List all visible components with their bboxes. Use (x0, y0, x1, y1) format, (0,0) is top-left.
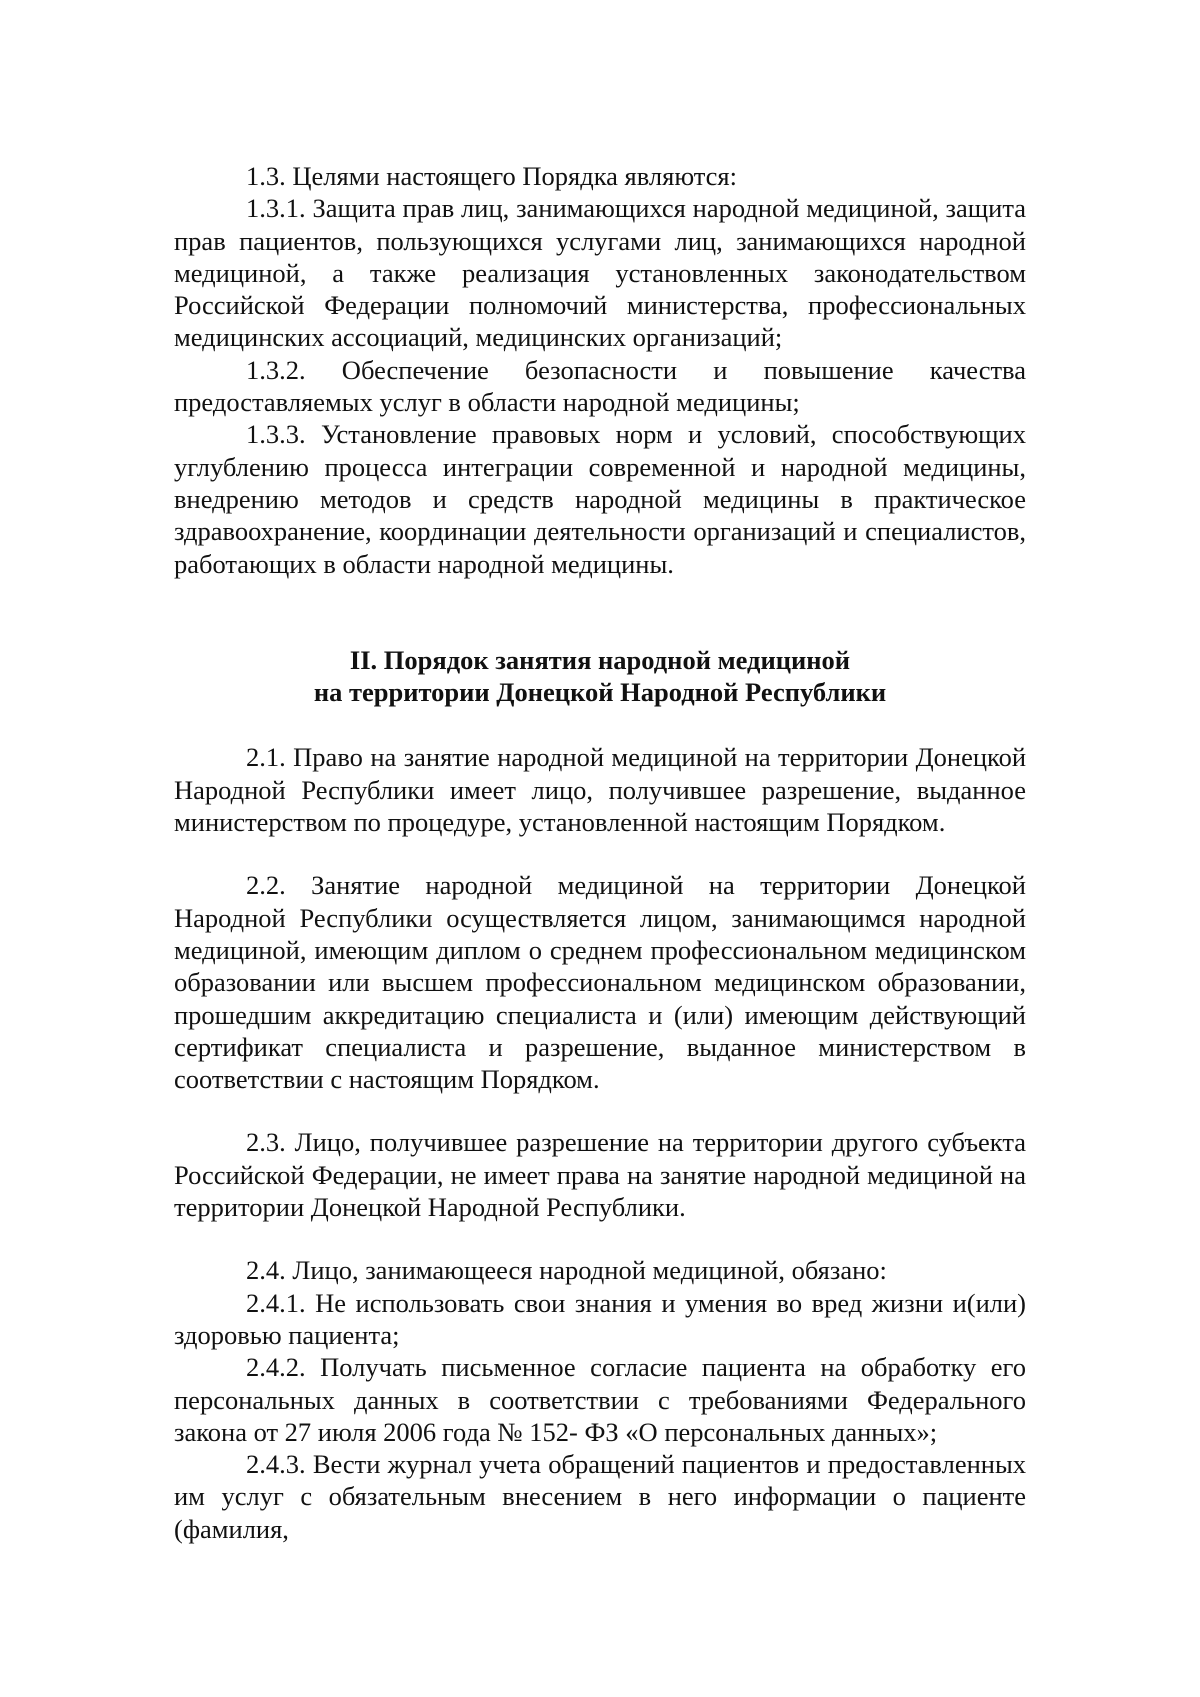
section-heading-line-2: на территории Донецкой Народной Республики (313, 677, 887, 708)
paragraph-2-2: 2.2. Занятие народной медициной на территории Донецкой Народной Республики осуществляется лицом, занимающимся народной медициной, имеющим диплом о среднем профессиональном медицинском образовании или высшем профессиональном медицинском образовании, прошедшим аккредитацию специалиста и (или) имеющим действующий сертификат специалиста и разрешение, выданное министерством в соответствии с настоящим Порядком. (174, 870, 1026, 1095)
paragraph-2-4-2: 2.4.2. Получать письменное согласие пациента на обработку его персональных данных в соответствии с требованиями Федерального закона от 27 июля 2006 года № 152- ФЗ «О персональных данных»; (174, 1352, 1026, 1447)
spacer (174, 1095, 1026, 1126)
paragraph-2-4-1: 2.4.1. Не использовать свои знания и умения во вред жизни и(или) здоровью пациента; (174, 1287, 1026, 1350)
paragraph-1-3: 1.3. Целями настоящего Порядка являются: (246, 161, 737, 191)
paragraph-2-4: 2.4. Лицо, занимающееся народной медициной, обязано: (246, 1255, 887, 1286)
spacer (174, 1223, 1026, 1254)
paragraph-2-4-3: 2.4.3. Вести журнал учета обращений пациентов и предоставленных им услуг с обязательным внесением в него информации о пациенте (фамилия, (174, 1449, 1026, 1544)
paragraph-1-3-2: 1.3.2. Обеспечение безопасности и повышение качества предоставляемых услуг в области народной медицины; (174, 354, 1026, 418)
paragraph-2-3: 2.3. Лицо, получившее разрешение на территории другого субъекта Российской Федерации, не имеет права на занятие народной медициной на территории Донецкой Народной Республики. (174, 1127, 1026, 1223)
section-heading-line-1: II. Порядок занятия народной медициной (349, 644, 851, 675)
spacer (174, 580, 1026, 644)
spacer (174, 708, 1026, 741)
paragraph-1-3-1: 1.3.1. Защита прав лиц, занимающихся народной медициной, защита прав пациентов, пользующихся услугами лиц, занимающихся народной медициной, а также реализация установленных законодательством Российской Федерации полномочий министерства, профессиональных медицинских ассоциаций, медицинских организаций; (174, 193, 1026, 353)
paragraph-2-1: 2.1. Право на занятие народной медициной на территории Донецкой Народной Республики имеет лицо, получившее разрешение, выданное министерством по процедуре, установленной настоящим Порядком. (174, 742, 1026, 838)
paragraph-1-3-3: 1.3.3. Установление правовых норм и условий, способствующих углублению процесса интеграции современной и народной медицины, внедрению методов и средств народной медицины в практическое здравоохранение, координации деятельности организаций и специалистов, работающих в области народной медицины. (174, 419, 1026, 579)
spacer (174, 838, 1026, 869)
